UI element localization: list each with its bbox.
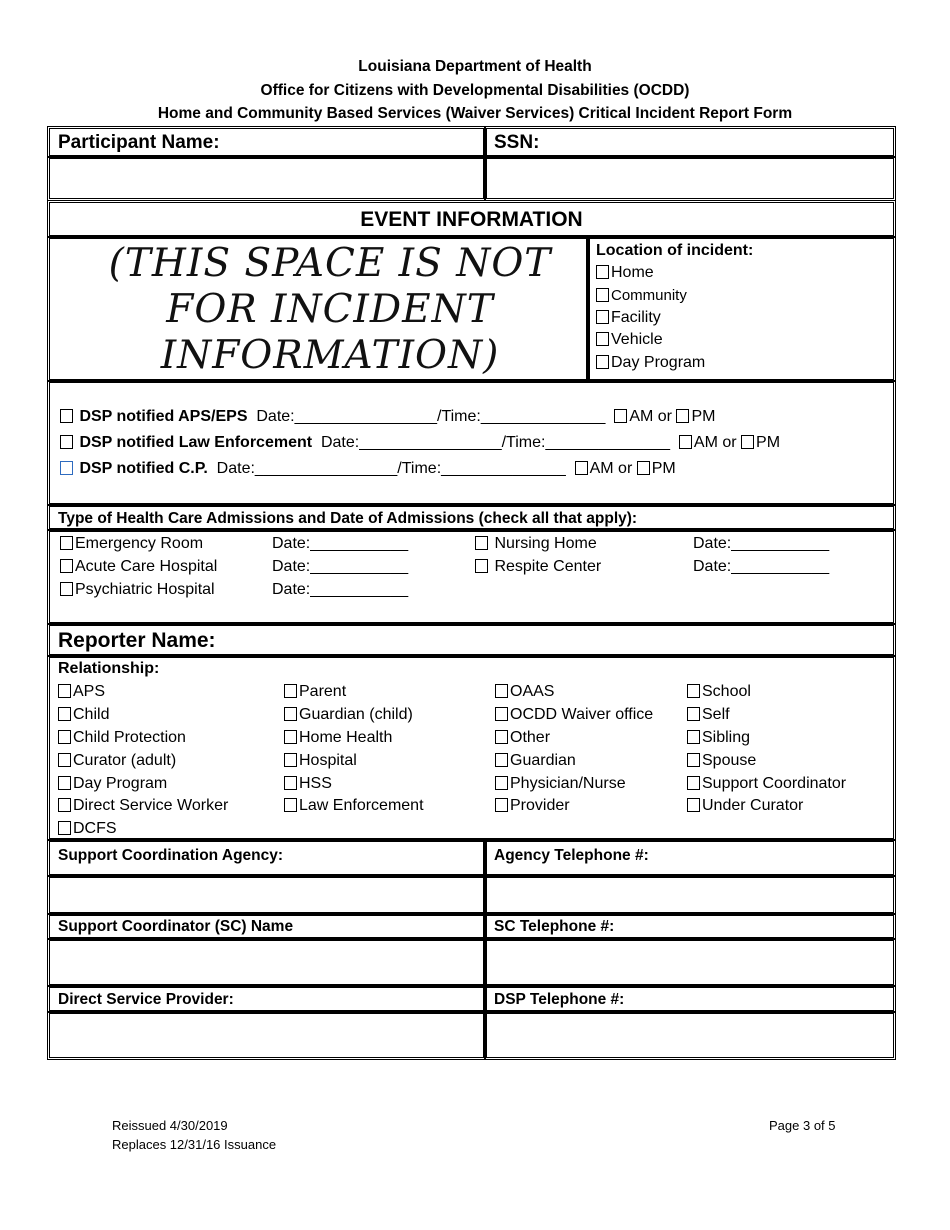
checkbox-icon[interactable] (58, 798, 71, 812)
checkbox-icon[interactable] (596, 310, 609, 324)
reporter-name-label: Reporter Name: (58, 629, 216, 652)
checkbox-icon[interactable] (687, 730, 700, 744)
admission-emergency-room-date[interactable]: Date:___________ (272, 535, 409, 552)
dsp-aps-label: DSP notified APS/EPS (79, 408, 248, 425)
checkbox-icon[interactable] (687, 798, 700, 812)
checkbox-icon[interactable] (60, 559, 73, 573)
participant-name-field[interactable] (47, 156, 486, 201)
checkbox-icon[interactable] (58, 753, 71, 767)
admission-respite-center-date[interactable]: Date:___________ (693, 558, 830, 575)
dsp-law-datetime[interactable]: Date:________________/Time:______________ (320, 434, 671, 451)
watermark-cell (47, 236, 589, 382)
admission-psychiatric-date[interactable]: Date:___________ (272, 581, 409, 598)
checkbox-icon[interactable] (495, 776, 508, 790)
location-day-program-option[interactable]: Day Program (596, 354, 705, 372)
checkbox-icon[interactable] (495, 707, 508, 721)
checkbox-icon[interactable] (614, 409, 627, 423)
dsp-phone-label-cell (484, 985, 896, 1013)
agency-label-cell (47, 839, 486, 877)
checkbox-icon[interactable] (637, 461, 650, 475)
footer-reissued: Reissued 4/30/2019 (112, 1118, 228, 1133)
dsp-notified-aps-row: DSP notified APS/EPS Date:________________/Time:______________ AM or PM (60, 408, 715, 426)
ssn-field[interactable] (484, 156, 896, 201)
location-cell (587, 236, 896, 382)
relationship-dcfs[interactable]: DCFS (58, 820, 117, 838)
checkbox-icon[interactable] (475, 559, 488, 573)
relationship-school[interactable]: School (687, 683, 751, 701)
checkbox-icon[interactable] (284, 776, 297, 790)
agency-phone-field[interactable] (484, 875, 896, 915)
checkbox-icon[interactable] (60, 409, 73, 423)
agency-phone-label-cell (484, 839, 896, 877)
relationship-guardian[interactable]: Guardian (495, 752, 576, 770)
sc-phone-label: SC Telephone #: (494, 918, 615, 935)
relationship-support-coordinator[interactable]: Support Coordinator (687, 775, 846, 793)
relationship-child[interactable]: Child (58, 706, 109, 724)
admission-nursing-home[interactable]: Nursing Home (475, 535, 597, 553)
checkbox-icon[interactable] (495, 798, 508, 812)
header-agency: Louisiana Department of Health (358, 58, 592, 75)
admissions-title: Type of Health Care Admissions and Date of Admissions (check all that apply): (58, 510, 638, 527)
relationship-day-program[interactable]: Day Program (58, 775, 167, 793)
checkbox-icon[interactable] (284, 684, 297, 698)
header-form-title: Home and Community Based Services (Waiver Services) Critical Incident Report Form (157, 105, 793, 122)
agency-label: Support Coordination Agency: (58, 847, 284, 864)
dsp-phone-field[interactable] (484, 1011, 896, 1060)
checkbox-icon[interactable] (596, 332, 609, 346)
relationship-hss[interactable]: HSS (284, 775, 332, 793)
relationship-label: Relationship: (58, 660, 160, 677)
admission-acute-care[interactable]: Acute Care Hospital (60, 558, 217, 576)
location-vehicle-option[interactable]: Vehicle (596, 331, 663, 349)
relationship-law-enforcement[interactable]: Law Enforcement (284, 797, 424, 815)
location-home-option[interactable]: Home (596, 264, 654, 282)
relationship-self[interactable]: Self (687, 706, 730, 724)
relationship-hospital[interactable]: Hospital (284, 752, 357, 770)
checkbox-icon[interactable] (596, 265, 609, 279)
checkbox-icon[interactable] (596, 355, 609, 369)
dsp-label-cell (47, 985, 486, 1013)
checkbox-icon[interactable] (676, 409, 689, 423)
admissions-cell (47, 529, 896, 625)
location-label: Location of incident: (596, 242, 754, 259)
sc-name-field[interactable] (47, 938, 486, 987)
admissions-header (47, 504, 896, 531)
admission-psychiatric[interactable]: Psychiatric Hospital (60, 581, 215, 599)
checkbox-icon[interactable] (60, 582, 73, 596)
checkbox-icon[interactable] (58, 730, 71, 744)
agency-field[interactable] (47, 875, 486, 915)
relationship-curator-adult[interactable]: Curator (adult) (58, 752, 176, 770)
reporter-name-cell[interactable] (47, 623, 896, 657)
admission-acute-care-date[interactable]: Date:___________ (272, 558, 409, 575)
checkbox-icon[interactable] (575, 461, 588, 475)
checkbox-icon[interactable] (58, 707, 71, 721)
ssn-label-cell (484, 126, 896, 158)
relationship-home-health[interactable]: Home Health (284, 729, 392, 747)
checkbox-icon[interactable] (495, 753, 508, 767)
relationship-direct-service-worker[interactable]: Direct Service Worker (58, 797, 228, 815)
checkbox-icon[interactable] (687, 753, 700, 767)
footer-replaces: Replaces 12/31/16 Issuance (112, 1137, 277, 1152)
relationship-sibling[interactable]: Sibling (687, 729, 750, 747)
checkbox-icon[interactable] (284, 798, 297, 812)
checkbox-icon[interactable] (687, 707, 700, 721)
location-community-option[interactable]: Community (596, 287, 687, 304)
relationship-oaas[interactable]: OAAS (495, 683, 554, 701)
dsp-aps-datetime[interactable]: Date:________________/Time:______________ (256, 408, 606, 425)
relationship-aps[interactable]: APS (58, 683, 105, 701)
participant-name-label: Participant Name: (58, 132, 220, 153)
checkbox-icon[interactable] (596, 288, 609, 302)
checkbox-icon[interactable] (58, 776, 71, 790)
dsp-notified-cp-row: DSP notified C.P. Date:________________/Time:______________ AM or PM (60, 460, 676, 478)
checkbox-icon[interactable] (60, 536, 73, 550)
relationship-ocdd-waiver-office[interactable]: OCDD Waiver office (495, 706, 653, 724)
dsp-notifications-cell (47, 380, 896, 506)
checkbox-icon[interactable] (687, 776, 700, 790)
not-for-incident-watermark: (THIS SPACE IS NOT FOR INCIDENT INFORMATION) (108, 241, 552, 378)
checkbox-icon[interactable] (284, 730, 297, 744)
checkbox-icon[interactable] (58, 684, 71, 698)
dsp-cp-label: DSP notified C.P. (79, 460, 208, 477)
relationship-other[interactable]: Other (495, 729, 550, 747)
checkbox-icon[interactable] (687, 684, 700, 698)
checkbox-icon[interactable] (495, 684, 508, 698)
footer-page-number: Page 3 of 5 (769, 1118, 836, 1133)
dsp-phone-label: DSP Telephone #: (494, 991, 625, 1008)
admission-respite-center[interactable]: Respite Center (475, 558, 601, 576)
location-facility-option[interactable]: Facility (596, 309, 661, 327)
relationship-physician-nurse[interactable]: Physician/Nurse (495, 775, 626, 793)
dsp-label: Direct Service Provider: (58, 991, 234, 1008)
dsp-field[interactable] (47, 1011, 486, 1060)
checkbox-icon[interactable] (284, 707, 297, 721)
relationship-parent[interactable]: Parent (284, 683, 346, 701)
ssn-label: SSN: (494, 132, 540, 153)
relationship-guardian-child[interactable]: Guardian (child) (284, 706, 413, 724)
checkbox-icon[interactable] (495, 730, 508, 744)
relationship-cell (47, 655, 896, 841)
checkbox-icon[interactable] (679, 435, 692, 449)
sc-phone-label-cell (484, 913, 896, 940)
checkbox-icon[interactable] (284, 753, 297, 767)
header-office: Office for Citizens with Developmental Disabilities (OCDD) (260, 82, 690, 99)
agency-phone-label: Agency Telephone #: (494, 847, 649, 864)
checkbox-icon[interactable] (741, 435, 754, 449)
checkbox-icon[interactable] (475, 536, 488, 550)
dsp-notified-law-row: DSP notified Law Enforcement Date:________________/Time:______________ AM or PM (60, 434, 780, 452)
relationship-under-curator[interactable]: Under Curator (687, 797, 803, 815)
checkbox-icon[interactable] (60, 461, 73, 475)
sc-phone-field[interactable] (484, 938, 896, 987)
admission-emergency-room[interactable]: Emergency Room (60, 535, 203, 553)
relationship-spouse[interactable]: Spouse (687, 752, 756, 770)
sc-name-label-cell (47, 913, 486, 940)
sc-name-label: Support Coordinator (SC) Name (58, 918, 294, 935)
participant-name-label-cell (47, 126, 486, 158)
relationship-provider[interactable]: Provider (495, 797, 570, 815)
admission-nursing-home-date[interactable]: Date:___________ (693, 535, 830, 552)
dsp-cp-datetime[interactable]: Date:________________/Time:______________ (216, 460, 566, 477)
checkbox-icon[interactable] (58, 821, 71, 835)
checkbox-icon[interactable] (60, 435, 73, 449)
relationship-child-protection[interactable]: Child Protection (58, 729, 186, 747)
dsp-law-label: DSP notified Law Enforcement (79, 434, 313, 451)
event-information-header (47, 200, 896, 238)
event-information-title: EVENT INFORMATION (360, 208, 583, 231)
